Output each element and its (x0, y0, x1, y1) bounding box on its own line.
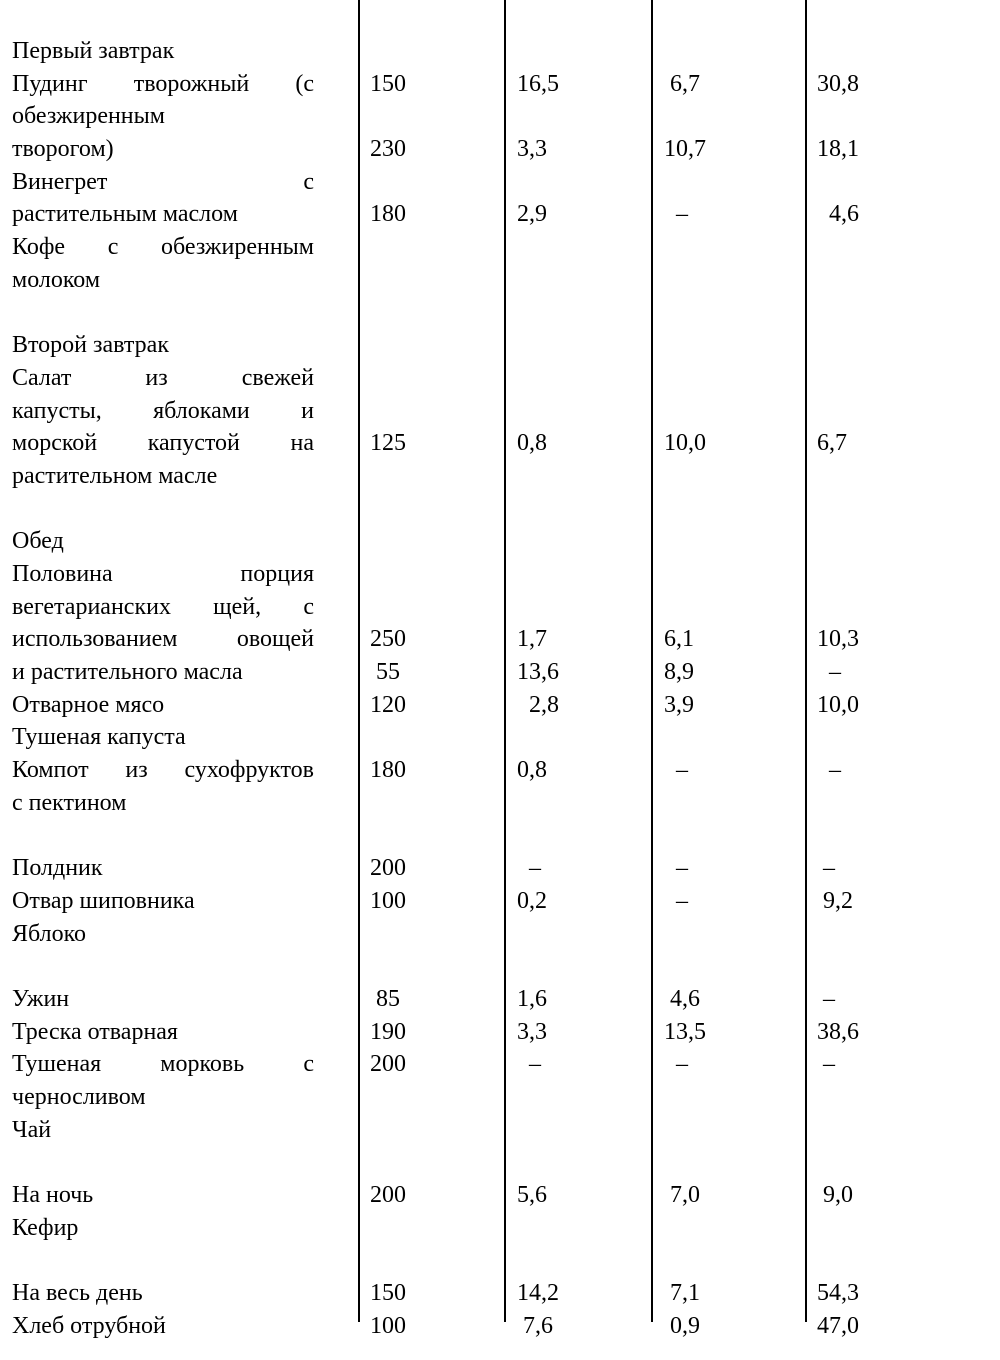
protein-value: 5,6 (517, 1182, 547, 1209)
dish-name-column (12, 35, 314, 1343)
fat-value: 10,0 (664, 430, 706, 457)
dish-name: растительным маслом (12, 201, 238, 228)
protein-value (517, 35, 559, 68)
carbohydrate-value (817, 100, 859, 133)
protein-value (517, 362, 559, 395)
protein-value (517, 100, 559, 133)
portion-value (370, 820, 406, 853)
portion-value (370, 1114, 406, 1147)
carbohydrate-value: – (817, 855, 835, 882)
carbohydrate-value (817, 362, 859, 395)
carbohydrate-value (817, 166, 859, 199)
portion-value (370, 1146, 406, 1179)
protein-value (517, 1212, 559, 1245)
dish-name: Обед (12, 528, 64, 555)
dish-name: Кефир (12, 1214, 79, 1241)
fat-value (664, 35, 706, 68)
carbohydrate-value (817, 525, 859, 558)
protein-value (517, 460, 559, 493)
fat-value (664, 231, 706, 264)
portion-value (370, 231, 406, 264)
fat-value: 6,1 (664, 626, 694, 653)
carbohydrate-value: 47,0 (817, 1312, 859, 1339)
carbohydrate-value (817, 395, 859, 428)
dish-name: На ночь (12, 1182, 94, 1209)
fat-value: 10,7 (664, 136, 706, 163)
dish-name: растительном масле (12, 462, 218, 489)
protein-value (517, 787, 559, 820)
table-divider-2 (504, 0, 506, 1322)
portion-value: 200 (370, 1182, 406, 1209)
portion-value (370, 558, 406, 591)
protein-value (517, 329, 559, 362)
carbohydrate-value (817, 591, 859, 624)
protein-value (517, 950, 559, 983)
portion-value: 200 (370, 855, 406, 882)
portion-value: 100 (370, 887, 406, 914)
carbohydrate-value (817, 1146, 859, 1179)
protein-value: 16,5 (517, 70, 559, 97)
protein-value: – (517, 1051, 541, 1078)
carbohydrate-value (817, 329, 859, 362)
portion-value: 190 (370, 1018, 406, 1045)
carbohydrate-value (817, 950, 859, 983)
fat-value (664, 1114, 706, 1147)
fat-value: 6,7 (664, 70, 700, 97)
fat-column (664, 35, 706, 1343)
protein-value (517, 721, 559, 754)
table-divider-1 (358, 0, 360, 1322)
dish-name: Салат из свежей (12, 364, 314, 391)
fat-value: 4,6 (664, 985, 700, 1012)
carbohydrate-value (817, 231, 859, 264)
carbohydrate-value: 10,0 (817, 691, 859, 718)
carbohydrate-value (817, 460, 859, 493)
dish-name: Тушеная капуста (12, 724, 186, 751)
portion-value (370, 721, 406, 754)
fat-value (664, 329, 706, 362)
fat-value: 13,5 (664, 1018, 706, 1045)
dish-name: использованием овощей (12, 626, 314, 653)
dish-name (12, 950, 314, 983)
carbohydrate-value (817, 35, 859, 68)
dish-name: Компот из сухофруктов (12, 757, 314, 784)
portion-value (370, 525, 406, 558)
dish-name: Ужин (12, 985, 70, 1012)
portion-value (370, 1244, 406, 1277)
protein-value: – (517, 855, 541, 882)
dish-name: с пектином (12, 789, 127, 816)
dish-name: морской капустой на (12, 430, 314, 457)
carbohydrate-value: 9,0 (817, 1182, 853, 1209)
fat-value (664, 820, 706, 853)
portion-value: 150 (370, 70, 406, 97)
carbohydrate-value: 6,7 (817, 430, 847, 457)
dish-name: Второй завтрак (12, 332, 169, 359)
dish-name: Отварное мясо (12, 691, 165, 718)
portion-value (370, 395, 406, 428)
fat-value: 0,9 (664, 1312, 700, 1339)
carbohydrate-value (817, 264, 859, 297)
dish-name: Треска отварная (12, 1018, 178, 1045)
fat-value (664, 1212, 706, 1245)
carbohydrate-value: 4,6 (817, 201, 859, 228)
fat-value (664, 264, 706, 297)
carbohydrate-value (817, 1244, 859, 1277)
fat-value (664, 395, 706, 428)
protein-value: 3,3 (517, 1018, 547, 1045)
dish-name: Яблоко (12, 920, 87, 947)
fat-value: – (664, 855, 688, 882)
fat-value: – (664, 887, 688, 914)
carbohydrate-value: 30,8 (817, 70, 859, 97)
dish-name: Тушеная морковь с (12, 1051, 314, 1078)
dish-name: Полдник (12, 855, 103, 882)
protein-value: 2,9 (517, 201, 547, 228)
dish-name: обезжиренным (12, 103, 165, 130)
portion-value (370, 264, 406, 297)
portion-column (370, 35, 406, 1343)
protein-value: 0,2 (517, 887, 547, 914)
fat-value (664, 525, 706, 558)
carbohydrate-value: 38,6 (817, 1018, 859, 1045)
table-divider-4 (805, 0, 807, 1322)
fat-value: 8,9 (664, 659, 694, 686)
carbohydrate-value (817, 558, 859, 591)
dish-name: Хлеб отрубной (12, 1312, 166, 1339)
protein-value (517, 395, 559, 428)
portion-value (370, 1081, 406, 1114)
portion-value: 55 (370, 659, 400, 686)
dish-name (12, 493, 314, 526)
carbohydrate-value (817, 787, 859, 820)
portion-value (370, 950, 406, 983)
carbohydrate-value (817, 297, 859, 330)
protein-value (517, 1114, 559, 1147)
dish-name: творогом) (12, 136, 114, 163)
protein-value (517, 297, 559, 330)
portion-value (370, 460, 406, 493)
protein-value: 1,6 (517, 985, 547, 1012)
protein-value (517, 264, 559, 297)
carbohydrate-value: – (817, 1051, 835, 1078)
fat-value (664, 918, 706, 951)
portion-value (370, 35, 406, 68)
carbohydrate-value: 9,2 (817, 887, 853, 914)
carbohydrate-value (817, 1114, 859, 1147)
protein-value: 13,6 (517, 659, 559, 686)
protein-value (517, 493, 559, 526)
carbohydrate-value (817, 493, 859, 526)
protein-value: 2,8 (517, 691, 559, 718)
protein-value (517, 231, 559, 264)
dish-name: Чай (12, 1116, 52, 1143)
dish-name (12, 820, 314, 853)
portion-value (370, 100, 406, 133)
fat-value: – (664, 757, 688, 784)
carbohydrate-value (817, 1212, 859, 1245)
portion-value (370, 362, 406, 395)
dish-name (12, 1146, 314, 1179)
fat-value (664, 950, 706, 983)
fat-value: – (664, 201, 688, 228)
protein-value (517, 166, 559, 199)
portion-value (370, 1212, 406, 1245)
portion-value (370, 493, 406, 526)
fat-value: 7,1 (664, 1280, 700, 1307)
portion-value: 200 (370, 1051, 406, 1078)
dish-name (12, 297, 314, 330)
carbohydrate-value: 10,3 (817, 626, 859, 653)
fat-value (664, 721, 706, 754)
fat-value (664, 558, 706, 591)
carbohydrate-value: 18,1 (817, 136, 859, 163)
fat-value (664, 1081, 706, 1114)
protein-value (517, 1146, 559, 1179)
portion-value: 85 (370, 985, 400, 1012)
portion-value: 250 (370, 626, 406, 653)
portion-value: 150 (370, 1280, 406, 1307)
fat-value: 7,0 (664, 1182, 700, 1209)
dish-name (12, 1244, 314, 1277)
portion-value: 180 (370, 201, 406, 228)
portion-value: 125 (370, 430, 406, 457)
fat-value (664, 787, 706, 820)
protein-value (517, 1244, 559, 1277)
fat-value (664, 362, 706, 395)
portion-value (370, 329, 406, 362)
fat-value (664, 297, 706, 330)
protein-value: 0,8 (517, 430, 547, 457)
portion-value: 230 (370, 136, 406, 163)
fat-value (664, 460, 706, 493)
carbohydrate-value (817, 1081, 859, 1114)
carbohydrate-value (817, 918, 859, 951)
protein-value: 14,2 (517, 1280, 559, 1307)
protein-value: 0,8 (517, 757, 547, 784)
carbohydrate-column (817, 35, 859, 1343)
dish-name: Первый завтрак (12, 38, 175, 64)
dish-name: Пудинг творожный (с (12, 70, 314, 97)
portion-value: 100 (370, 1312, 406, 1339)
portion-value (370, 166, 406, 199)
protein-column (517, 35, 559, 1343)
carbohydrate-value (817, 820, 859, 853)
dish-name: На весь день (12, 1280, 143, 1307)
fat-value: – (664, 1051, 688, 1078)
portion-value: 120 (370, 691, 406, 718)
portion-value (370, 787, 406, 820)
portion-value (370, 297, 406, 330)
dish-name: капусты, яблоками и (12, 397, 314, 424)
protein-value: 7,6 (517, 1312, 553, 1339)
dish-name: черносливом (12, 1084, 146, 1110)
protein-value (517, 591, 559, 624)
protein-value: 3,3 (517, 136, 547, 163)
dish-name: Половина порция (12, 561, 314, 587)
dish-name: и растительного масла (12, 659, 243, 686)
protein-value (517, 525, 559, 558)
protein-value (517, 918, 559, 951)
fat-value (664, 166, 706, 199)
dish-name: Кофе с обезжиренным (12, 234, 314, 261)
table-divider-3 (651, 0, 653, 1322)
fat-value (664, 1244, 706, 1277)
carbohydrate-value: – (817, 659, 841, 686)
protein-value (517, 558, 559, 591)
portion-value: 180 (370, 757, 406, 784)
fat-value: 3,9 (664, 691, 694, 718)
fat-value (664, 493, 706, 526)
fat-value (664, 1146, 706, 1179)
carbohydrate-value: – (817, 757, 841, 784)
carbohydrate-value: – (817, 985, 835, 1012)
dish-name: Отвар шиповника (12, 887, 195, 914)
portion-value (370, 918, 406, 951)
protein-value (517, 1081, 559, 1114)
fat-value (664, 100, 706, 133)
protein-value (517, 820, 559, 853)
portion-value (370, 591, 406, 624)
protein-value: 1,7 (517, 626, 547, 653)
carbohydrate-value: 54,3 (817, 1280, 859, 1307)
dish-name: молоком (12, 266, 101, 293)
carbohydrate-value (817, 721, 859, 754)
dish-name: Винегрет с (12, 168, 314, 195)
fat-value (664, 591, 706, 624)
dish-name: вегетарианских щей, с (12, 593, 314, 620)
